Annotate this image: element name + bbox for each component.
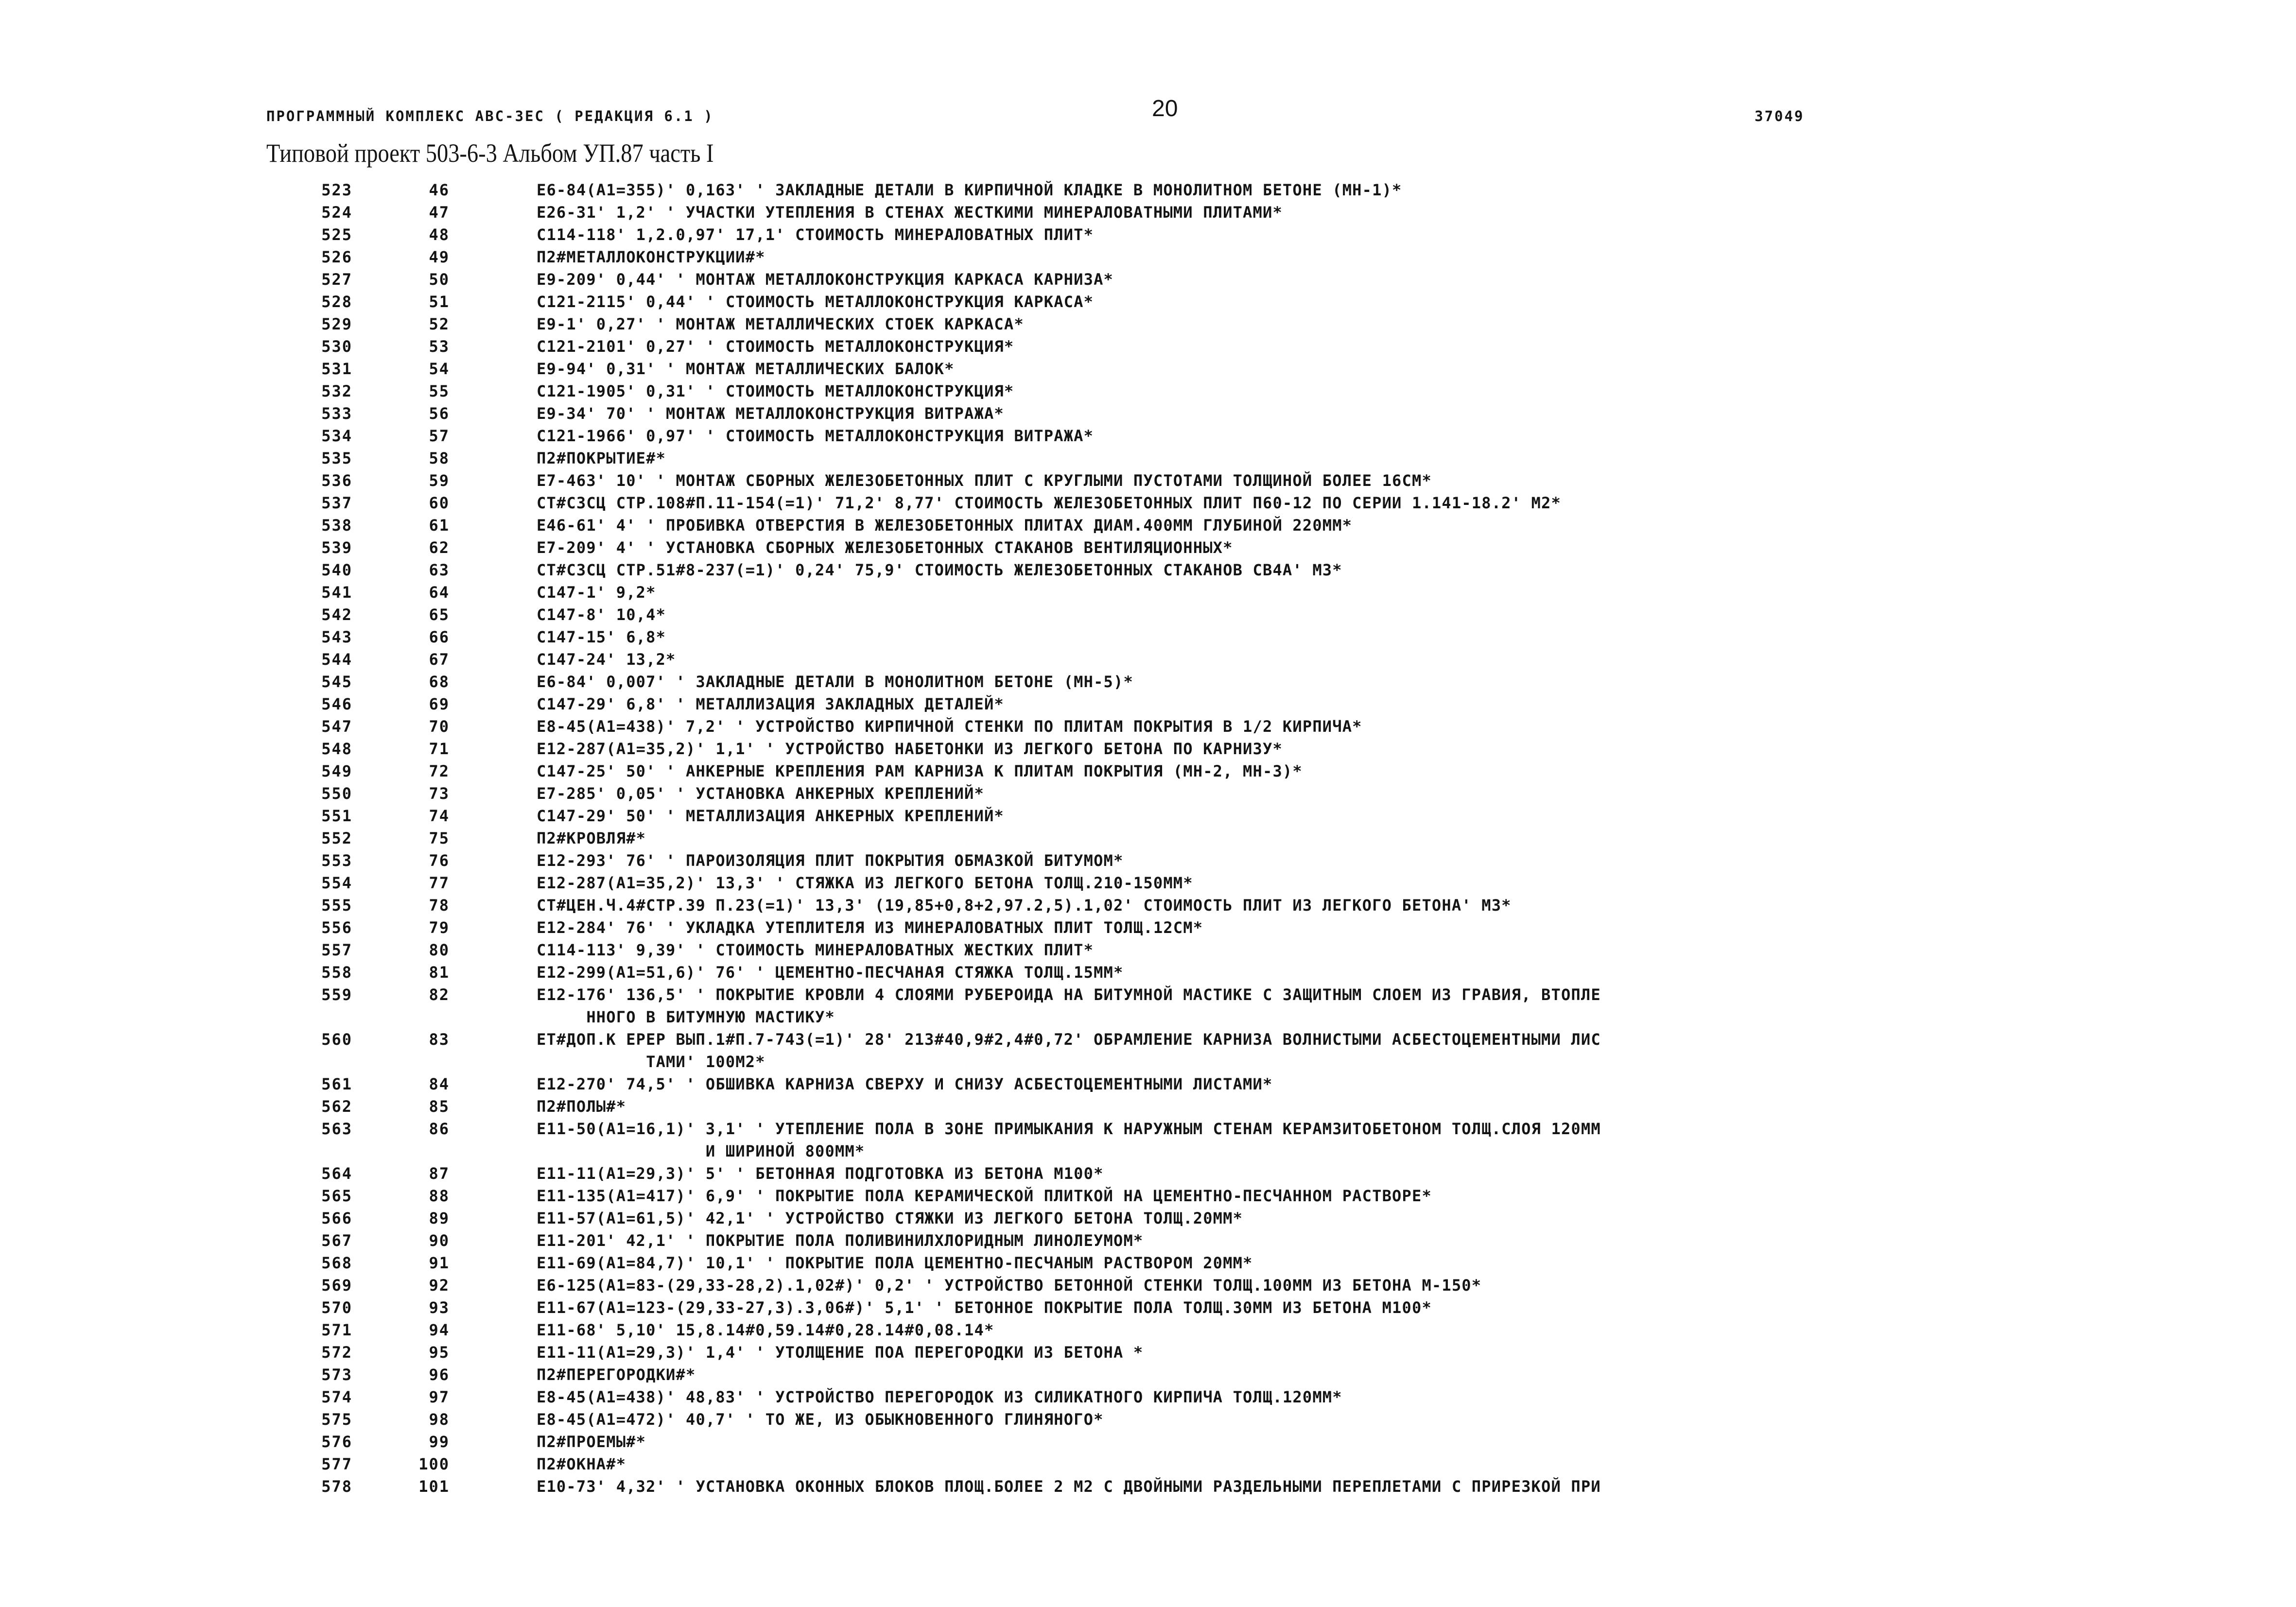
record-text: Е11-135(А1=417)' 6,9' ' ПОКРЫТИЕ ПОЛА КЕРАМИЧЕСКОЙ ПЛИТКОЙ НА ЦЕМЕНТНО-ПЕСЧАННОМ РАСТВОРЕ* — [537, 1187, 1432, 1205]
item-number: 79 — [429, 918, 450, 937]
item-number: 51 — [429, 293, 450, 311]
row-number: 557 — [321, 941, 352, 959]
item-number: 85 — [429, 1097, 450, 1116]
row-number: 570 — [321, 1298, 352, 1317]
item-number: 97 — [429, 1388, 450, 1406]
record-text: С147-1' 9,2* — [537, 583, 656, 602]
row-number: 573 — [321, 1365, 352, 1384]
table-row — [0, 1296, 2296, 1319]
row-number: 560 — [321, 1030, 352, 1049]
record-text: Е11-68' 5,10' 15,8.14#0,59.14#0,28.14#0,08.14* — [537, 1321, 994, 1339]
row-number: 541 — [321, 583, 352, 602]
row-number: 575 — [321, 1410, 352, 1429]
item-number: 91 — [429, 1254, 450, 1272]
row-number: 559 — [321, 985, 352, 1004]
row-number: 558 — [321, 963, 352, 982]
item-number: 98 — [429, 1410, 450, 1429]
table-row — [0, 671, 2296, 693]
item-number: 65 — [429, 605, 450, 624]
table-row — [0, 1431, 2296, 1453]
row-number: 546 — [321, 695, 352, 713]
row-number: 529 — [321, 315, 352, 333]
row-number: 535 — [321, 449, 352, 467]
table-row — [0, 246, 2296, 268]
record-text: С147-15' 6,8* — [537, 628, 666, 646]
row-number: 532 — [321, 382, 352, 400]
item-number: 70 — [429, 717, 450, 736]
item-number: 94 — [429, 1321, 450, 1339]
item-number: 101 — [418, 1477, 450, 1496]
table-row — [0, 1073, 2296, 1095]
item-number: 47 — [429, 203, 450, 222]
table-row — [0, 626, 2296, 648]
record-text: Е11-50(А1=16,1)' 3,1' ' УТЕПЛЕНИЕ ПОЛА В ЗОНЕ ПРИМЫКАНИЯ К НАРУЖНЫМ СТЕНАМ КЕРАМЗИТОБЕТОНОМ ТОЛЩ.СЛОЯ 120ММ И ШИРИНОЙ 800ММ* — [537, 1120, 1601, 1160]
item-number: 99 — [429, 1433, 450, 1451]
record-text: Е8-45(А1=438)' 48,83' ' УСТРОЙСТВО ПЕРЕГОРОДОК ИЗ СИЛИКАТНОГО КИРПИЧА ТОЛЩ.120ММ* — [537, 1388, 1342, 1406]
item-number: 77 — [429, 874, 450, 892]
table-row — [0, 1475, 2296, 1498]
table-row — [0, 581, 2296, 604]
row-number: 552 — [321, 829, 352, 847]
item-number: 81 — [429, 963, 450, 982]
record-text: СТ#СЗСЦ СТР.51#8-237(=1)' 0,24' 75,9' СТОИМОСТЬ ЖЕЛЕЗОБЕТОННЫХ СТАКАНОВ СВ4А' М3* — [537, 561, 1342, 579]
item-number: 74 — [429, 807, 450, 825]
table-row — [0, 872, 2296, 894]
record-text: Е10-73' 4,32' ' УСТАНОВКА ОКОННЫХ БЛОКОВ ПЛОЩ.БОЛЕЕ 2 М2 С ДВОЙНЫМИ РАЗДЕЛЬНЫМИ ПЕРЕПЛЕТАМИ С ПРИРЕЗКОЙ ПРИ — [537, 1477, 1601, 1496]
record-text: С114-113' 9,39' ' СТОИМОСТЬ МИНЕРАЛОВАТНЫХ ЖЕСТКИХ ПЛИТ* — [537, 941, 1094, 959]
record-text: Е9-94' 0,31' ' МОНТАЖ МЕТАЛЛИЧЕСКИХ БАЛОК* — [537, 360, 955, 378]
row-number: 525 — [321, 225, 352, 244]
table-row — [0, 782, 2296, 805]
row-number: 578 — [321, 1477, 352, 1496]
item-number: 56 — [429, 404, 450, 423]
item-number: 48 — [429, 225, 450, 244]
row-number: 577 — [321, 1455, 352, 1473]
table-row — [0, 693, 2296, 715]
item-number: 53 — [429, 337, 450, 356]
table-row — [0, 402, 2296, 425]
row-number: 565 — [321, 1187, 352, 1205]
row-number: 538 — [321, 516, 352, 535]
item-number: 83 — [429, 1030, 450, 1049]
item-number: 54 — [429, 360, 450, 378]
record-text: Е12-284' 76' ' УКЛАДКА УТЕПЛИТЕЛЯ ИЗ МИНЕРАЛОВАТНЫХ ПЛИТ ТОЛЩ.12СМ* — [537, 918, 1203, 937]
table-row — [0, 425, 2296, 447]
table-row — [0, 536, 2296, 559]
row-number: 571 — [321, 1321, 352, 1339]
row-number: 556 — [321, 918, 352, 937]
item-number: 100 — [418, 1455, 450, 1473]
item-number: 88 — [429, 1187, 450, 1205]
row-number: 540 — [321, 561, 352, 579]
record-text: ЕТ#ДОП.К ЕРЕР ВЫП.1#П.7-743(=1)' 28' 213#40,9#2,4#0,72' ОБРАМЛЕНИЕ КАРНИЗА ВОЛНИСТЫМИ АСБЕСТОЦЕМЕНТНЫМИ ЛИС ТАМИ' 100М2* — [537, 1030, 1601, 1071]
row-number: 524 — [321, 203, 352, 222]
row-number: 553 — [321, 851, 352, 870]
row-number: 528 — [321, 293, 352, 311]
row-number: 569 — [321, 1276, 352, 1295]
item-number: 84 — [429, 1075, 450, 1093]
row-number: 568 — [321, 1254, 352, 1272]
item-number: 59 — [429, 471, 450, 490]
table-row — [0, 559, 2296, 581]
item-number: 89 — [429, 1209, 450, 1227]
page-number: 20 — [1152, 96, 1178, 121]
item-number: 61 — [429, 516, 450, 535]
item-number: 92 — [429, 1276, 450, 1295]
record-text: Е7-463' 10' ' МОНТАЖ СБОРНЫХ ЖЕЛЕЗОБЕТОННЫХ ПЛИТ С КРУГЛЫМИ ПУСТОТАМИ ТОЛЩИНОЙ БОЛЕЕ 16СМ* — [537, 471, 1432, 490]
item-number: 62 — [429, 538, 450, 557]
record-text: С147-29' 50' ' МЕТАЛЛИЗАЦИЯ АНКЕРНЫХ КРЕПЛЕНИЙ* — [537, 807, 1004, 825]
row-number: 561 — [321, 1075, 352, 1093]
row-number: 527 — [321, 270, 352, 289]
row-number: 537 — [321, 494, 352, 512]
item-number: 96 — [429, 1365, 450, 1384]
table-row — [0, 1252, 2296, 1274]
row-number: 531 — [321, 360, 352, 378]
record-text: Е12-293' 76' ' ПАРОИЗОЛЯЦИЯ ПЛИТ ПОКРЫТИЯ ОБМАЗКОЙ БИТУМОМ* — [537, 851, 1124, 870]
record-text: П2#МЕТАЛЛОКОНСТРУКЦИИ#* — [537, 248, 765, 266]
record-text: Е46-61' 4' ' ПРОБИВКА ОТВЕРСТИЯ В ЖЕЛЕЗОБЕТОННЫХ ПЛИТАХ ДИАМ.400ММ ГЛУБИНОЙ 220ММ* — [537, 516, 1353, 535]
row-number: 547 — [321, 717, 352, 736]
record-text: СТ#ЦЕН.Ч.4#СТР.39 П.23(=1)' 13,3' (19,85+0,8+2,97.2,5).1,02' СТОИМОСТЬ ПЛИТ ИЗ ЛЕГКОГО БЕТОНА' М3* — [537, 896, 1512, 915]
table-row — [0, 469, 2296, 492]
record-text: С121-1905' 0,31' ' СТОИМОСТЬ МЕТАЛЛОКОНСТРУКЦИЯ* — [537, 382, 1014, 400]
record-text: Е6-125(А1=83-(29,33-28,2).1,02#)' 0,2' ' УСТРОЙСТВО БЕТОННОЙ СТЕНКИ ТОЛЩ.100ММ ИЗ БЕТОНА М-150* — [537, 1276, 1482, 1295]
table-row — [0, 1453, 2296, 1475]
record-text: СТ#СЗСЦ СТР.108#П.11-154(=1)' 71,2' 8,77' СТОИМОСТЬ ЖЕЛЕЗОБЕТОННЫХ ПЛИТ П60-12 ПО СЕРИИ 1.141-18.2' М2* — [537, 494, 1561, 512]
document-title: Типовой проект 503-6-3 Альбом УП.87 часть I — [266, 138, 714, 168]
table-row — [0, 805, 2296, 827]
item-number: 57 — [429, 427, 450, 445]
record-text: Е6-84(А1=355)' 0,163' ' ЗАКЛАДНЫЕ ДЕТАЛИ В КИРПИЧНОЙ КЛАДКЕ В МОНОЛИТНОМ БЕТОНЕ (МН-1)* — [537, 181, 1402, 199]
row-number: 530 — [321, 337, 352, 356]
table-row — [0, 1364, 2296, 1386]
table-row — [0, 1095, 2296, 1118]
table-row — [0, 849, 2296, 872]
table-row — [0, 291, 2296, 313]
record-text: П2#ПОЛЫ#* — [537, 1097, 626, 1116]
record-text: П2#ПОКРЫТИЕ#* — [537, 449, 666, 467]
row-number: 549 — [321, 762, 352, 780]
table-row — [0, 1118, 2296, 1162]
record-text: П2#ПРОЕМЫ#* — [537, 1433, 646, 1451]
table-row — [0, 715, 2296, 738]
row-number: 534 — [321, 427, 352, 445]
table-row — [0, 894, 2296, 916]
item-number: 90 — [429, 1231, 450, 1250]
row-number: 564 — [321, 1164, 352, 1183]
record-text: Е12-287(А1=35,2)' 13,3' ' СТЯЖКА ИЗ ЛЕГКОГО БЕТОНА ТОЛЩ.210-150ММ* — [537, 874, 1193, 892]
table-row — [0, 1028, 2296, 1073]
item-number: 71 — [429, 740, 450, 758]
record-text: Е11-201' 42,1' ' ПОКРЫТИЕ ПОЛА ПОЛИВИНИЛХЛОРИДНЫМ ЛИНОЛЕУМОМ* — [537, 1231, 1144, 1250]
item-number: 73 — [429, 784, 450, 803]
table-row — [0, 738, 2296, 760]
record-text: Е12-270' 74,5' ' ОБШИВКА КАРНИЗА СВЕРХУ И СНИЗУ АСБЕСТОЦЕМЕНТНЫМИ ЛИСТАМИ* — [537, 1075, 1273, 1093]
record-text: Е8-45(А1=438)' 7,2' ' УСТРОЙСТВО КИРПИЧНОЙ СТЕНКИ ПО ПЛИТАМ ПОКРЫТИЯ В 1/2 КИРПИЧА* — [537, 717, 1362, 736]
table-row — [0, 827, 2296, 849]
item-number: 58 — [429, 449, 450, 467]
record-text: Е11-11(А1=29,3)' 1,4' ' УТОЛЩЕНИЕ ПОА ПЕРЕГОРОДКИ ИЗ БЕТОНА * — [537, 1343, 1144, 1362]
table-row — [0, 961, 2296, 984]
table-row — [0, 1162, 2296, 1185]
row-number: 554 — [321, 874, 352, 892]
record-text: С121-1966' 0,97' ' СТОИМОСТЬ МЕТАЛЛОКОНСТРУКЦИЯ ВИТРАЖА* — [537, 427, 1094, 445]
record-text: С147-24' 13,2* — [537, 650, 676, 669]
table-row — [0, 1185, 2296, 1207]
record-text: Е7-209' 4' ' УСТАНОВКА СБОРНЫХ ЖЕЛЕЗОБЕТОННЫХ СТАКАНОВ ВЕНТИЛЯЦИОННЫХ* — [537, 538, 1233, 557]
row-number: 544 — [321, 650, 352, 669]
row-number: 566 — [321, 1209, 352, 1227]
table-row — [0, 984, 2296, 1028]
item-number: 63 — [429, 561, 450, 579]
item-number: 69 — [429, 695, 450, 713]
row-number: 567 — [321, 1231, 352, 1250]
record-text: П2#ПЕРЕГОРОДКИ#* — [537, 1365, 696, 1384]
record-text: Е26-31' 1,2' ' УЧАСТКИ УТЕПЛЕНИЯ В СТЕНАХ ЖЕСТКИМИ МИНЕРАЛОВАТНЫМИ ПЛИТАМИ* — [537, 203, 1283, 222]
item-number: 67 — [429, 650, 450, 669]
record-text: Е9-1' 0,27' ' МОНТАЖ МЕТАЛЛИЧЕСКИХ СТОЕК КАРКАСА* — [537, 315, 1024, 333]
row-number: 550 — [321, 784, 352, 803]
item-number: 82 — [429, 985, 450, 1004]
row-number: 572 — [321, 1343, 352, 1362]
record-text: Е12-287(А1=35,2)' 1,1' ' УСТРОЙСТВО НАБЕТОНКИ ИЗ ЛЕГКОГО БЕТОНА ПО КАРНИЗУ* — [537, 740, 1283, 758]
program-header: ПРОГРАММНЫЙ КОМПЛЕКС АВС-ЗЕС ( РЕДАКЦИЯ 6.1 ) — [266, 108, 714, 124]
table-row — [0, 224, 2296, 246]
record-text: С147-25' 50' ' АНКЕРНЫЕ КРЕПЛЕНИЯ РАМ КАРНИЗА К ПЛИТАМ ПОКРЫТИЯ (МН-2, МН-3)* — [537, 762, 1303, 780]
record-text: Е11-11(А1=29,3)' 5' ' БЕТОННАЯ ПОДГОТОВКА ИЗ БЕТОНА М100* — [537, 1164, 1104, 1183]
item-number: 60 — [429, 494, 450, 512]
table-row — [0, 939, 2296, 961]
row-number: 563 — [321, 1120, 352, 1138]
record-text: Е8-45(А1=472)' 40,7' ' ТО ЖЕ, ИЗ ОБЫКНОВЕННОГО ГЛИНЯНОГО* — [537, 1410, 1104, 1429]
table-row — [0, 760, 2296, 782]
table-row — [0, 313, 2296, 335]
table-row — [0, 447, 2296, 469]
table-row — [0, 514, 2296, 536]
item-number: 86 — [429, 1120, 450, 1138]
record-text: Е11-69(А1=84,7)' 10,1' ' ПОКРЫТИЕ ПОЛА ЦЕМЕНТНО-ПЕСЧАНЫМ РАСТВОРОМ 20ММ* — [537, 1254, 1253, 1272]
table-row — [0, 648, 2296, 671]
item-number: 50 — [429, 270, 450, 289]
item-number: 52 — [429, 315, 450, 333]
table-row — [0, 380, 2296, 402]
table-row — [0, 358, 2296, 380]
table-row — [0, 916, 2296, 939]
row-number: 539 — [321, 538, 352, 557]
item-number: 80 — [429, 941, 450, 959]
item-number: 46 — [429, 181, 450, 199]
row-number: 576 — [321, 1433, 352, 1451]
row-number: 526 — [321, 248, 352, 266]
row-number: 548 — [321, 740, 352, 758]
record-text: С147-8' 10,4* — [537, 605, 666, 624]
table-row — [0, 179, 2296, 201]
row-number: 533 — [321, 404, 352, 423]
item-number: 49 — [429, 248, 450, 266]
row-number: 555 — [321, 896, 352, 915]
row-number: 545 — [321, 673, 352, 691]
table-row — [0, 268, 2296, 291]
record-text: П2#ОКНА#* — [537, 1455, 626, 1473]
table-row — [0, 1408, 2296, 1431]
table-row — [0, 335, 2296, 358]
row-number: 574 — [321, 1388, 352, 1406]
record-text: Е6-84' 0,007' ' ЗАКЛАДНЫЕ ДЕТАЛИ В МОНОЛИТНОМ БЕТОНЕ (МН-5)* — [537, 673, 1133, 691]
item-number: 64 — [429, 583, 450, 602]
record-text: Е11-67(А1=123-(29,33-27,3).3,06#)' 5,1' ' БЕТОННОЕ ПОКРЫТИЕ ПОЛА ТОЛЩ.30ММ ИЗ БЕТОНА М100* — [537, 1298, 1432, 1317]
item-number: 76 — [429, 851, 450, 870]
record-text: Е12-176' 136,5' ' ПОКРЫТИЕ КРОВЛИ 4 СЛОЯМИ РУБЕРОИДА НА БИТУМНОЙ МАСТИКЕ С ЗАЩИТНЫМ СЛОЕМ ИЗ ГРАВИЯ, ВТОПЛЕ ННОГО В БИТУМНУЮ МАСТИКУ* — [537, 985, 1601, 1026]
item-number: 68 — [429, 673, 450, 691]
record-listing — [0, 179, 2296, 1498]
item-number: 95 — [429, 1343, 450, 1362]
row-number: 542 — [321, 605, 352, 624]
table-row — [0, 1341, 2296, 1364]
record-text: П2#КРОВЛЯ#* — [537, 829, 646, 847]
record-text: Е9-34' 70' ' МОНТАЖ МЕТАЛЛОКОНСТРУКЦИЯ ВИТРАЖА* — [537, 404, 1004, 423]
item-number: 66 — [429, 628, 450, 646]
item-number: 75 — [429, 829, 450, 847]
table-row — [0, 201, 2296, 224]
table-row — [0, 1229, 2296, 1252]
record-text: Е12-299(А1=51,6)' 76' ' ЦЕМЕНТНО-ПЕСЧАНАЯ СТЯЖКА ТОЛЩ.15ММ* — [537, 963, 1124, 982]
row-number: 523 — [321, 181, 352, 199]
document-code: 37049 — [1755, 108, 1805, 124]
item-number: 55 — [429, 382, 450, 400]
row-number: 551 — [321, 807, 352, 825]
item-number: 72 — [429, 762, 450, 780]
table-row — [0, 1274, 2296, 1296]
row-number: 562 — [321, 1097, 352, 1116]
table-row — [0, 1207, 2296, 1229]
row-number: 543 — [321, 628, 352, 646]
table-row — [0, 1386, 2296, 1408]
table-row — [0, 1319, 2296, 1341]
item-number: 78 — [429, 896, 450, 915]
table-row — [0, 492, 2296, 514]
table-row — [0, 604, 2296, 626]
item-number: 93 — [429, 1298, 450, 1317]
record-text: С121-2115' 0,44' ' СТОИМОСТЬ МЕТАЛЛОКОНСТРУКЦИЯ КАРКАСА* — [537, 293, 1094, 311]
record-text: С147-29' 6,8' ' МЕТАЛЛИЗАЦИЯ ЗАКЛАДНЫХ ДЕТАЛЕЙ* — [537, 695, 1004, 713]
item-number: 87 — [429, 1164, 450, 1183]
row-number: 536 — [321, 471, 352, 490]
record-text: Е7-285' 0,05' ' УСТАНОВКА АНКЕРНЫХ КРЕПЛЕНИЙ* — [537, 784, 984, 803]
record-text: С114-118' 1,2.0,97' 17,1' СТОИМОСТЬ МИНЕРАЛОВАТНЫХ ПЛИТ* — [537, 225, 1094, 244]
record-text: Е9-209' 0,44' ' МОНТАЖ МЕТАЛЛОКОНСТРУКЦИЯ КАРКАСА КАРНИЗА* — [537, 270, 1114, 289]
record-text: Е11-57(А1=61,5)' 42,1' ' УСТРОЙСТВО СТЯЖКИ ИЗ ЛЕГКОГО БЕТОНА ТОЛЩ.20ММ* — [537, 1209, 1243, 1227]
record-text: С121-2101' 0,27' ' СТОИМОСТЬ МЕТАЛЛОКОНСТРУКЦИЯ* — [537, 337, 1014, 356]
